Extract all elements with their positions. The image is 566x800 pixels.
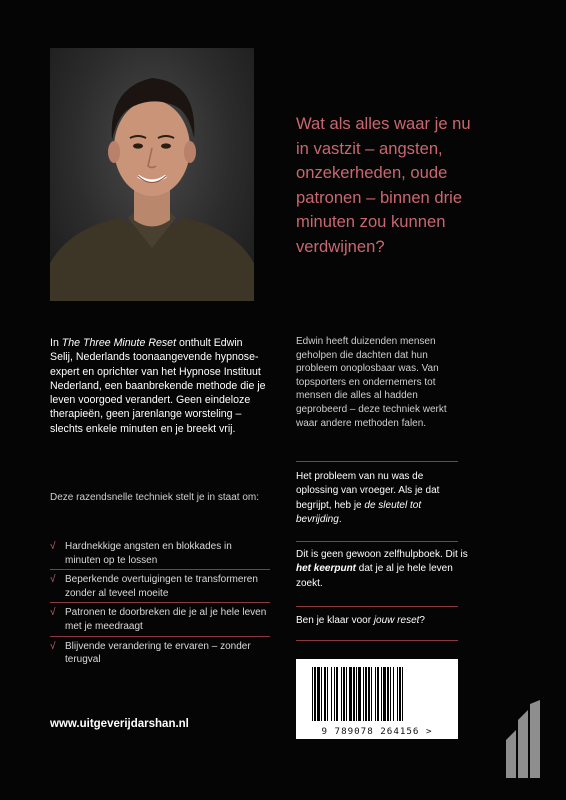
barcode-bar (387, 667, 389, 721)
barcode-bar (327, 667, 328, 721)
barcode-bar (324, 667, 326, 721)
check-icon: √ (50, 574, 56, 586)
technique-intro: Deze razendsnelle techniek stelt je in staat om: (50, 492, 259, 503)
list-item (50, 540, 270, 570)
cover-headline: Wat als alles waar je nu in vastzit – angsten, onzekerheden, oude patronen – binnen drie minuten zou kunnen verdwijnen? (296, 114, 471, 256)
quote-solution (296, 470, 468, 527)
barcode-bar (383, 667, 386, 721)
barcode-bar (317, 667, 320, 721)
publisher-url[interactable]: www.uitgeverijdarshan.nl (50, 718, 189, 730)
quote-emphasis: de sleutel tot bevrijding (296, 499, 422, 525)
barcode-bar (393, 667, 394, 721)
quote-turning-point (296, 548, 468, 591)
quote-emphasis: het keerpunt (296, 563, 357, 575)
isbn-barcode (296, 659, 458, 739)
barcode-bar (353, 667, 355, 721)
barcode-bar (375, 667, 376, 721)
publisher-logo-icon (500, 700, 548, 780)
barcode-bar (397, 667, 398, 721)
book-title: The Three Minute Reset (61, 337, 177, 349)
barcode-bar (381, 667, 382, 721)
list-item (50, 606, 270, 636)
quote-emphasis: jouw reset (373, 615, 420, 626)
author-portrait-icon (50, 48, 254, 301)
barcode-icon (296, 659, 458, 725)
barcode-bar (368, 667, 370, 721)
benefit-text: Beperkende overtuigingen te transformeren zonder al teveel moeite (65, 574, 258, 599)
benefit-text: Patronen te doorbreken die je al je hele leven met je meedraagt (65, 607, 267, 632)
barcode-bar (363, 667, 364, 721)
barcode-bar (314, 667, 316, 721)
description-text: onthult Edwin Selij, Nederlands toonaangevende hypnose-expert en oprichter van het Hypnose Instituut Nederland, een baanbrekende methode die je leven voorgoed verandert. Geen eindeloze therapieën, geen jarenlange worsteling – slechts enkele minuten en je breekt vrij. (50, 337, 266, 435)
isbn-number: 9 789078 264156 > (321, 726, 433, 737)
barcode-bar (321, 667, 322, 721)
barcode-bar (356, 667, 357, 721)
benefits-list (50, 540, 270, 672)
divider (296, 461, 458, 462)
benefit-text: Hardnekkige angsten en blokkades in minuten op te lossen (65, 541, 232, 566)
divider (296, 606, 458, 607)
barcode-bar (312, 667, 313, 721)
quote-text: ? (419, 615, 425, 626)
check-icon: √ (50, 607, 56, 619)
quote-text: Ben je klaar voor (296, 615, 374, 626)
barcode-bar (402, 667, 403, 721)
book-description (50, 336, 266, 436)
divider (296, 640, 458, 641)
list-item (50, 573, 270, 603)
barcode-bar (349, 667, 352, 721)
check-icon: √ (50, 640, 56, 652)
barcode-bar (331, 667, 332, 721)
author-achievements: Edwin heeft duizenden mensen geholpen die dachten dat hun probleem onoplosbaar was. Van topsporters en ondernemers tot mensen die alles al hadden geprobeerd – deze techniek werkt waar andere methoden falen. (296, 336, 447, 429)
barcode-bar (341, 667, 342, 721)
quote-reset (296, 614, 468, 628)
benefit-text: Blijvende verandering te ervaren – zonder terugval (65, 640, 251, 666)
description-prefix: In (50, 337, 62, 349)
list-item (50, 640, 270, 669)
quote-text: . (338, 513, 342, 525)
divider (296, 541, 458, 542)
barcode-bar (377, 667, 379, 721)
barcode-bar (371, 667, 372, 721)
quote-text: Dit is geen gewoon zelfhulpboek. Dit is (296, 549, 468, 560)
check-icon: √ (50, 541, 56, 552)
author-photo (50, 48, 254, 301)
barcode-bar (365, 667, 367, 721)
quote-text: dat je al je hele leven zoekt. (296, 563, 453, 589)
barcode-bar (336, 667, 338, 721)
barcode-bar (399, 667, 401, 721)
barcode-bar (358, 667, 361, 721)
quote-text: Het probleem van nu was de oplossing van vroeger. Als je dat begrijpt, heb je (296, 471, 440, 511)
barcode-bar (346, 667, 347, 721)
barcode-bar (390, 667, 391, 721)
barcode-bar (343, 667, 345, 721)
barcode-bar (334, 667, 335, 721)
